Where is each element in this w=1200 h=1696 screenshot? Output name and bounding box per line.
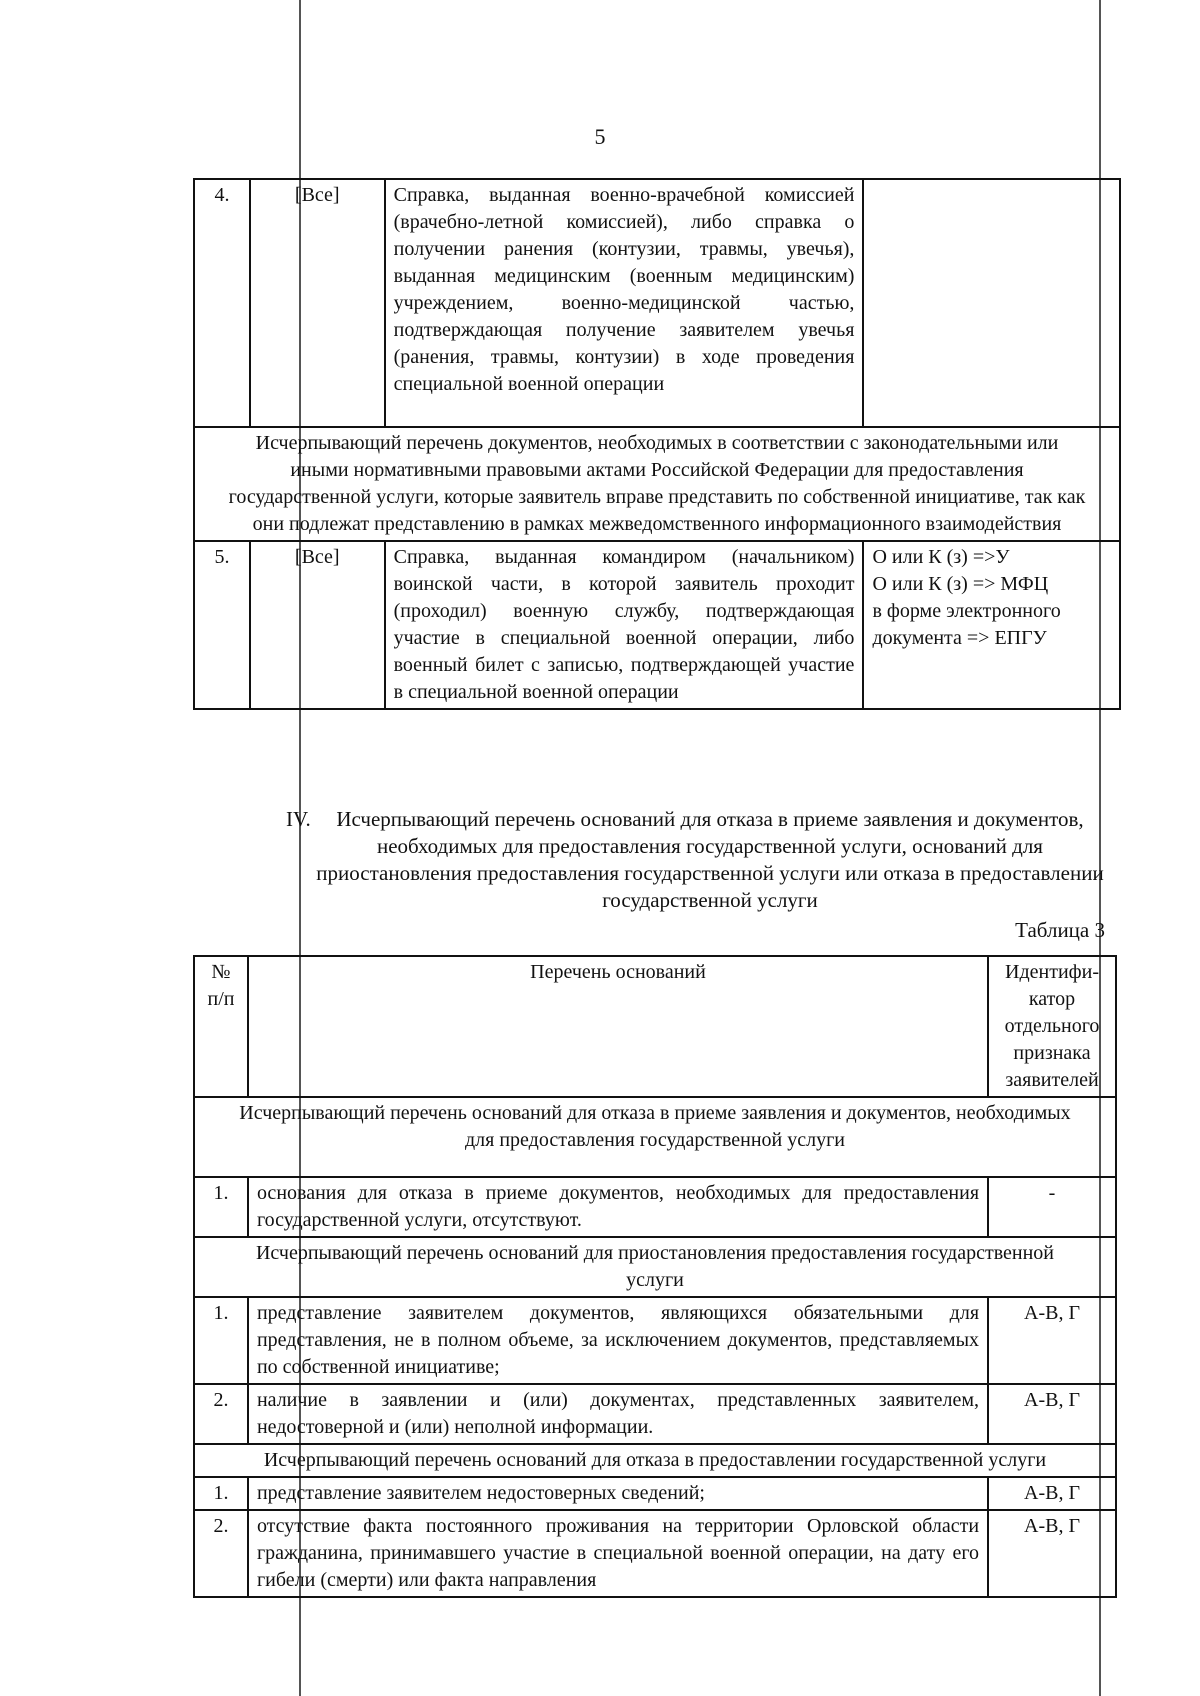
- section-heading: Исчерпывающий перечень документов, необходимых в соответствии с законодательными или иными нормативными правовыми актами Российской Федерации для предоставления государственной услуги, которые заявитель вправе представить по собственной инициативе, так как они подлежат представлению в рамках межведомственного информационного взаимодействия: [194, 427, 1120, 541]
- table-row: [194, 1384, 1116, 1444]
- applicant-category: [Все]: [250, 541, 385, 709]
- row-number: 4.: [194, 179, 250, 427]
- group-heading: Исчерпывающий перечень оснований для отказа в предоставлении государственной услуги: [194, 1444, 1116, 1477]
- group-heading: Исчерпывающий перечень оснований для отказа в приеме заявления и документов, необходимых для предоставления государственной услуги: [194, 1097, 1116, 1177]
- row-number: 1.: [194, 1177, 248, 1237]
- table-row: [194, 541, 1120, 709]
- group-heading: Исчерпывающий перечень оснований для приостановления предоставления государственной услуги: [194, 1237, 1116, 1297]
- identifier-value: -: [988, 1177, 1116, 1237]
- documents-table: [193, 178, 1121, 710]
- reason-text: представление заявителем недостоверных сведений;: [248, 1477, 988, 1510]
- submission-method: [863, 179, 1120, 427]
- applicant-category: [Все]: [250, 179, 385, 427]
- section-title-text: Исчерпывающий перечень оснований для отказа в приеме заявления и документов, необходимых для предоставления государственной услуги, оснований для приостановления предоставления государственной услуги или отказа в предоставлении государственной услуги: [316, 807, 1104, 912]
- header-reasons: Перечень оснований: [248, 956, 988, 1097]
- identifier-value: А-В, Г: [988, 1477, 1116, 1510]
- row-number: 1.: [194, 1477, 248, 1510]
- reason-text: основания для отказа в приеме документов, необходимых для предоставления государственной услуги, отсутствуют.: [248, 1177, 988, 1237]
- row-number: 1.: [194, 1297, 248, 1384]
- section-heading-row: [194, 427, 1120, 541]
- method-line: в форме электронного: [872, 600, 1061, 622]
- method-line: О или К (з) =>У: [872, 546, 1010, 568]
- table-row: [194, 1477, 1116, 1510]
- refusal-grounds-table: [193, 955, 1117, 1598]
- header-num: № п/п: [194, 956, 248, 1097]
- row-number: 5.: [194, 541, 250, 709]
- group-heading-row: [194, 1097, 1116, 1177]
- group-heading-row: [194, 1444, 1116, 1477]
- method-line: О или К (з) => МФЦ: [872, 573, 1049, 595]
- table-header-row: [194, 956, 1116, 1097]
- table-label: Таблица 3: [1015, 918, 1105, 942]
- method-line: документа => ЕПГУ: [872, 627, 1047, 649]
- section-roman-numeral: IV.: [286, 807, 311, 831]
- table-row: [194, 1177, 1116, 1237]
- document-description: Справка, выданная военно-врачебной комиссией (врачебно-летной комиссией), либо справка о получении ранения (контузии, травмы, увечья), выданная медицинским (военным медицинским) учреждением, военно-медицинской частью, подтверждающая получение заявителем увечья (ранения, травмы, контузии) в ходе проведения специальной военной операции: [385, 179, 864, 427]
- page-number: 5: [594, 124, 606, 149]
- reason-text: наличие в заявлении и (или) документах, представленных заявителем, недостоверной и (или) неполной информации.: [248, 1384, 988, 1444]
- reason-text: представление заявителем документов, являющихся обязательными для представления, не в полном объеме, за исключением документов, представляемых по собственной инициативе;: [248, 1297, 988, 1384]
- header-identifier: Идентифи-катор отдельного признака заявителей: [988, 956, 1116, 1097]
- row-number: 2.: [194, 1510, 248, 1597]
- identifier-value: А-В, Г: [988, 1510, 1116, 1597]
- table-row: [194, 179, 1120, 427]
- table-row: [194, 1297, 1116, 1384]
- group-heading-row: [194, 1237, 1116, 1297]
- table-row: [194, 1510, 1116, 1597]
- document-description: Справка, выданная командиром (начальником) воинской части, в которой заявитель проходит (проходил) военную службу, подтверждающая участие в специальной военной операции, либо военный билет с записью, подтверждающей участие в специальной военной операции: [385, 541, 864, 709]
- reason-text: отсутствие факта постоянного проживания на территории Орловской области гражданина, принимавшего участие в специальной военной операции, на дату его гибели (смерти) или факта направления: [248, 1510, 988, 1597]
- identifier-value: А-В, Г: [988, 1384, 1116, 1444]
- row-number: 2.: [194, 1384, 248, 1444]
- submission-method: [863, 541, 1120, 709]
- section-iv-title: [260, 806, 1120, 914]
- identifier-value: А-В, Г: [988, 1297, 1116, 1384]
